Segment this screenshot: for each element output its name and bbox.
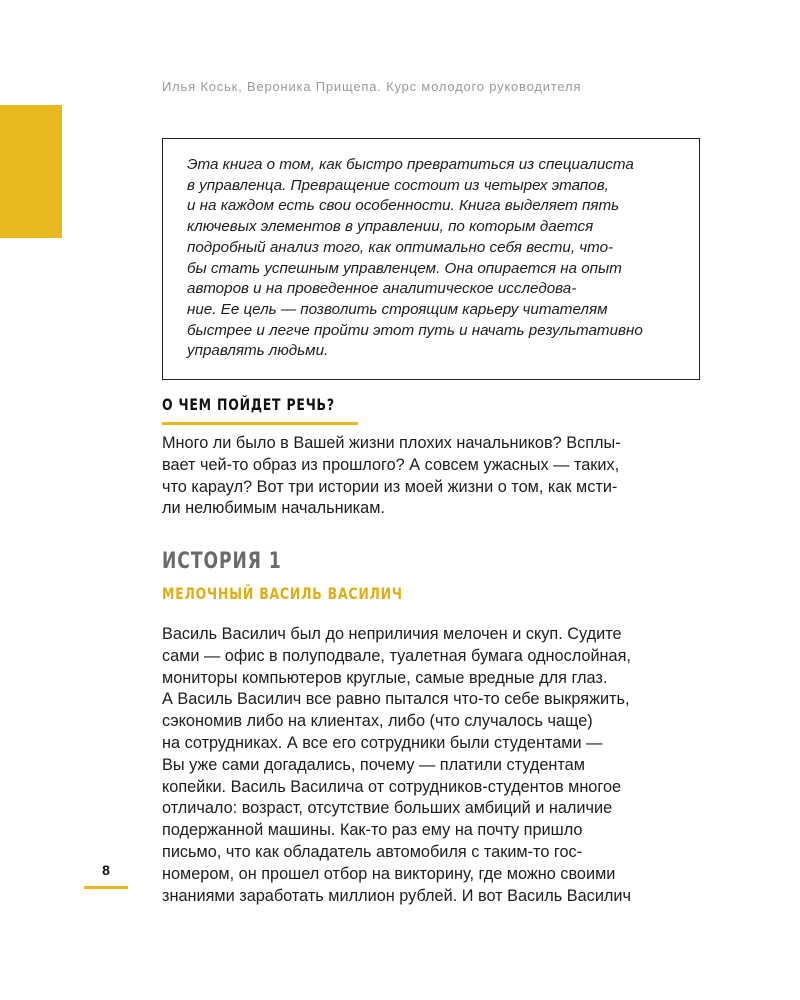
abstract-line: и на каждом есть свои особенности. Книга выделяет пять xyxy=(187,197,620,215)
story-line: знаниями заработать миллион рублей. И вот Василь Василич xyxy=(162,886,631,905)
story-line: А Василь Василич все равно пытался что-то себе выкряжить, xyxy=(162,690,630,709)
story-line: сэкономив либо на клиентах, либо (что случалось чаще) xyxy=(162,712,593,731)
heading-underline xyxy=(162,422,358,425)
intro-line: ли нелюбимым начальникам. xyxy=(162,499,385,518)
story-line: Василь Василич был до неприличия мелочен и скуп. Судите xyxy=(162,625,622,643)
abstract-line: быстрее и легче пройти этот путь и начать результативно xyxy=(187,321,643,339)
story-subtitle: МЕЛОЧНЫЙ ВАСИЛЬ ВАСИЛИЧ xyxy=(162,584,403,603)
abstract-line: управлять людьми. xyxy=(187,342,329,360)
story-title: ИСТОРИЯ 1 xyxy=(162,549,282,574)
abstract-line: бы стать успешным управленцем. Она опирается на опыт xyxy=(187,259,622,277)
story-line: копейки. Василь Василича от сотрудников-студентов многое xyxy=(162,777,622,796)
story-line: подержанной машины. Как-то раз ему на почту пришло xyxy=(162,821,583,840)
intro-line: что караул? Вот три истории из моей жизни о том, как мсти- xyxy=(162,477,618,496)
side-color-tab xyxy=(0,105,62,238)
abstract-box xyxy=(162,138,700,380)
section-heading: О ЧЕМ ПОЙДЕТ РЕЧЬ? xyxy=(162,395,335,414)
story-line: Вы уже сами догадались, почему — платили студентам xyxy=(162,755,585,774)
abstract-line: ние. Ее цель — позволить строящим карьеру читателям xyxy=(187,300,608,318)
running-header: Илья Коськ, Вероника Прищепа. Курс молодого руководителя xyxy=(162,79,582,94)
story-line: отличало: возраст, отсутствие больших амбиций и наличие xyxy=(162,799,613,818)
story-line: на сотрудниках. А все его сотрудники были студентами — xyxy=(162,733,603,752)
abstract-line: в управленца. Превращение состоит из четырех этапов, xyxy=(187,176,609,194)
intro-line: Много ли было в Вашей жизни плохих начальников? Всплы- xyxy=(162,434,621,452)
abstract-line: ключевых элементов в управлении, по которым дается xyxy=(187,218,594,236)
page-number-underline xyxy=(84,886,128,889)
story-line: номером, он прошел отбор на викторину, где можно своими xyxy=(162,864,616,883)
abstract-line: Эта книга о том, как быстро превратиться из специалиста xyxy=(187,156,634,173)
story-line: мониторы компьютеров круглые, самые вредные для глаз. xyxy=(162,668,608,687)
story-line: письмо, что как обладатель автомобиля с таким-то гос- xyxy=(162,842,583,861)
intro-line: вает чей-то образ из прошлого? А совсем ужасных — таких, xyxy=(162,455,620,474)
page-number: 8 xyxy=(102,862,110,878)
abstract-line: авторов и на проведенное аналитическое исследова- xyxy=(187,280,577,298)
story-paragraph xyxy=(162,624,631,907)
story-line: сами — офис в полуподвале, туалетная бумага однослойная, xyxy=(162,646,631,665)
abstract-line: подробный анализ того, как оптимально себя вести, что- xyxy=(187,238,614,256)
intro-paragraph xyxy=(162,433,621,520)
